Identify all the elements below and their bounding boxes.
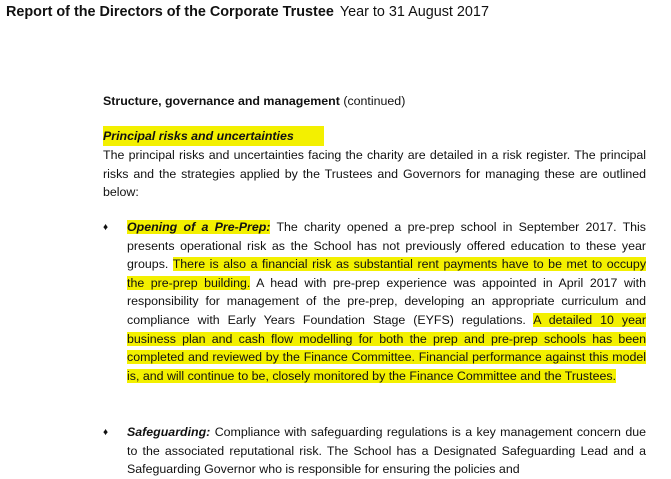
highlighted-text: A detailed 10 year business plan and cash flow modelling for both the prep and pre-prep schools has been completed and reviewed by the Finance Committee. Financial performance against this model is, and will continue to be, closely monitored by the Finance Committee and the Trustees. [127,312,647,383]
bullet-marker: ♦ [103,427,109,438]
page-header [6,3,489,21]
risk-item-pre-prep [127,218,646,385]
risks-heading: Principal risks and uncertainties [103,126,324,146]
section-suffix: (continued) [343,94,406,108]
risk-item-text: Compliance with safeguarding regulations is a key management concern due to the associated reputational risk. The School has a Designated Safeguarding Lead and a Safeguarding Governor who is responsible for ensuring the policies and [127,425,646,477]
section-title: Structure, governance and management [103,94,340,108]
risk-item-title: Safeguarding: [127,425,211,439]
risk-item-title: Opening of a Pre-Prep: [127,220,271,234]
risk-item-safeguarding [127,423,646,479]
report-period: Year to 31 August 2017 [339,4,489,20]
bullet-marker: ♦ [103,222,109,233]
risk-item-text: A head with pre-prep experience was appointed in April 2017 with responsibility for management of the pre-prep, developing an appropriate curriculum and compliance with Early Years Foundation Stage (EYFS) regulations. [127,275,646,327]
risk-item-text: The charity opened a pre-prep school in September 2017. This presents operational risk as the School has not previously offered education to these year groups. [127,220,646,272]
section-heading [103,93,405,109]
report-title: Report of the Directors of the Corporate Trustee [6,4,334,20]
highlighted-text: There is also a financial risk as substantial rent payments have to be met to occupy the pre-prep building. [127,257,647,290]
risks-intro-paragraph: The principal risks and uncertainties facing the charity are detailed in a risk register. The principal risks and the strategies applied by the Trustees and Governors for managing these are outlined below: [103,148,646,200]
